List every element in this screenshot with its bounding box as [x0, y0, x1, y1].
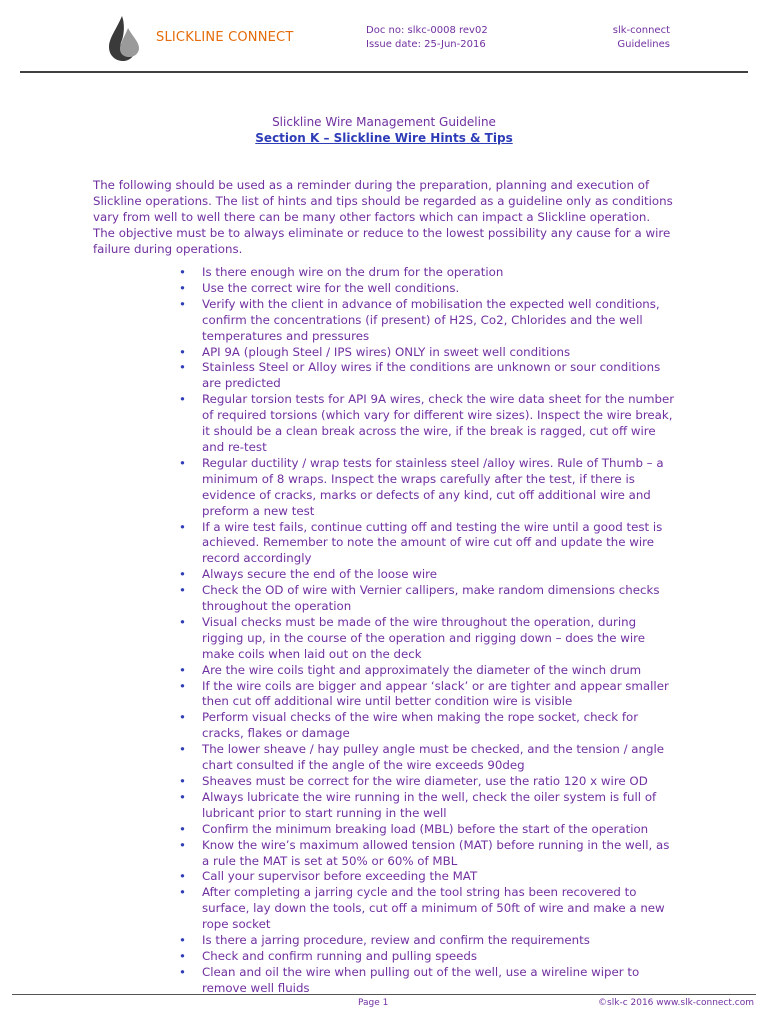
list-item: • Use the correct wire for the well conditions. [202, 281, 680, 297]
list-item: • Regular torsion tests for API 9A wires, check the wire data sheet for the number of required torsions (which vary for different wire sizes). Inspect the wire break, it should be a clean break across the wire, if the break is ragged, cut off wire and re-test [202, 392, 680, 456]
list-item: • Is there a jarring procedure, review and confirm the requirements [202, 933, 680, 949]
page-header [0, 0, 768, 80]
list-item: • Perform visual checks of the wire when making the rope socket, check for cracks, flakes or damage [202, 710, 680, 742]
list-item: • Regular ductility / wrap tests for stainless steel /alloy wires. Rule of Thumb – a minimum of 8 wraps. Inspect the wraps carefully after the test, if there is evidence of cracks, marks or defects of any kind, cut off additional wire and preform a new test [202, 456, 680, 520]
list-item: • Call your supervisor before exceeding the MAT [202, 869, 680, 885]
document-title: Slickline Wire Management Guideline [272, 115, 496, 129]
list-item: • Always lubricate the wire running in the well, check the oiler system is full of lubricant prior to start running in the well [202, 790, 680, 822]
list-item: • Are the wire coils tight and approximately the diameter of the winch drum [202, 663, 680, 679]
issue-date: Issue date: 25-Jun-2016 [366, 39, 486, 50]
list-item: • Is there enough wire on the drum for the operation [202, 265, 680, 281]
site-name: slk-connect [612, 25, 670, 36]
page-number: Page 1 [358, 998, 389, 1008]
intro-paragraph: The following should be used as a reminder during the preparation, planning and execution of Slickline operations. The list of hints and tips should be regarded as a guideline only as conditions vary from well to well there can be many other factors which can impact a Slickline operation. The objective must be to always eliminate or reduce to the lowest possibility any cause for a wire failure during operations. [93, 178, 673, 256]
list-item: • Check the OD of wire with Vernier callipers, make random dimensions checks throughout the operation [202, 583, 680, 615]
site-meta [613, 24, 670, 52]
company-name: SLICKLINE CONNECT [156, 30, 294, 45]
footer-divider [12, 994, 756, 995]
section-heading-link[interactable]: Section K – Slickline Wire Hints & Tips [255, 131, 513, 145]
list-item: • Stainless Steel or Alloy wires if the conditions are unknown or sour conditions are predicted [202, 360, 680, 392]
oil-drop-logo-icon [108, 14, 144, 62]
list-item: • After completing a jarring cycle and the tool string has been recovered to surface, lay down the tools, cut off a minimum of 50ft of wire and make a new rope socket [202, 885, 680, 933]
hints-list [202, 265, 680, 997]
list-item: • Clean and oil the wire when pulling out of the well, use a wireline wiper to remove well fluids [202, 965, 680, 997]
list-item: • The lower sheave / hay pulley angle must be checked, and the tension / angle chart consulted if the angle of the wire exceeds 90deg [202, 742, 680, 774]
list-item: • Verify with the client in advance of mobilisation the expected well conditions, confirm the concentrations (if present) of H2S, Co2, Chlorides and the well temperatures and pressures [202, 297, 680, 345]
list-item: • Sheaves must be correct for the wire diameter, use the ratio 120 x wire OD [202, 774, 680, 790]
doc-type: Guidelines [617, 39, 670, 50]
list-item: • API 9A (plough Steel / IPS wires) ONLY in sweet well conditions [202, 345, 680, 361]
header-divider [20, 71, 748, 73]
list-item: • Confirm the minimum breaking load (MBL) before the start of the operation [202, 822, 680, 838]
list-item: • If the wire coils are bigger and appear ‘slack’ or are tighter and appear smaller then cut off additional wire until better condition wire is visible [202, 679, 680, 711]
list-item: • Visual checks must be made of the wire throughout the operation, during rigging up, in the course of the operation and rigging down – does the wire make coils when laid out on the deck [202, 615, 680, 663]
list-item: • Know the wire’s maximum allowed tension (MAT) before running in the well, as a rule the MAT is set at 50% or 60% of MBL [202, 838, 680, 870]
doc-number: Doc no: slkc-0008 rev02 [366, 25, 488, 36]
footer-copyright-link[interactable]: ©slk-c 2016 www.slk-connect.com [598, 998, 754, 1008]
list-item: • If a wire test fails, continue cutting off and testing the wire until a good test is achieved. Remember to note the amount of wire cut off and update the wire record accordingly [202, 520, 680, 568]
document-meta [366, 24, 488, 52]
list-item: • Check and confirm running and pulling speeds [202, 949, 680, 965]
list-item: • Always secure the end of the loose wire [202, 567, 680, 583]
